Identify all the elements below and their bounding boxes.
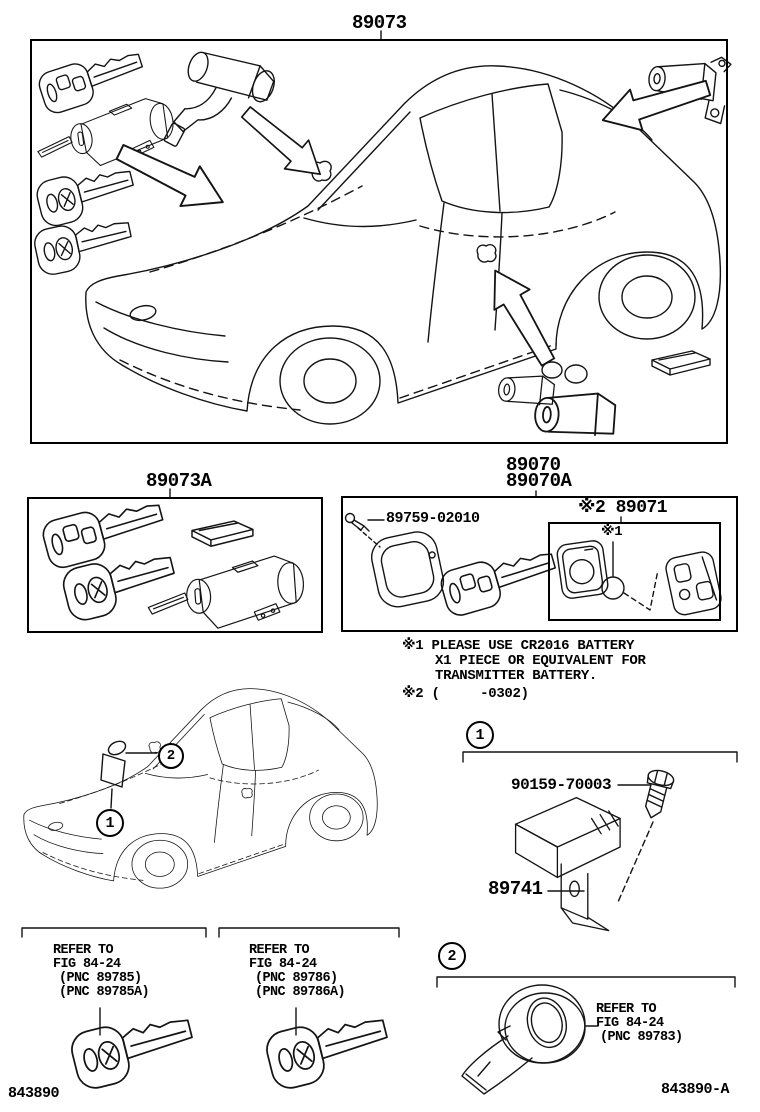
refer-text: FIG 84-24 (596, 1016, 664, 1031)
main-figure-box (30, 39, 728, 444)
refer-text: FIG 84-24 (53, 957, 121, 972)
receiver-section-callout: 1 (466, 721, 494, 749)
note-line-3: TRANSMITTER BATTERY. (435, 668, 598, 684)
battery-marker-label: ※1 (601, 524, 623, 540)
section-bracket (463, 752, 737, 762)
refer-text: (PNC 89786) (255, 971, 338, 986)
bolt-dashed-line (618, 822, 653, 902)
bolt-icon (638, 768, 675, 821)
receiver-module-icon (516, 798, 621, 931)
part-number-89071: ※2 89071 (578, 498, 668, 518)
key-set-box (27, 497, 323, 633)
refer-text: REFER TO (53, 943, 114, 958)
refer-text: (PNC 89786A) (255, 985, 346, 1000)
refer-text: FIG 84-24 (249, 957, 317, 972)
plain-key-icon (263, 1007, 393, 1092)
part-number-89070: 89070 (506, 454, 561, 476)
transmitter-inner-box (548, 522, 721, 621)
part-number-89741: 89741 (488, 878, 543, 900)
refer-text: REFER TO (249, 943, 310, 958)
refer-bracket (22, 928, 206, 937)
vehicle-callout-1: 1 (96, 809, 124, 837)
refer-text: (PNC 89785) (59, 971, 142, 986)
note-line-1: ※1 PLEASE USE CR2016 BATTERY (402, 638, 635, 654)
figure-code-left: 843890 (8, 1085, 60, 1102)
refer-bracket (219, 928, 399, 937)
part-number-89759-02010: 89759-02010 (386, 510, 480, 527)
part-number-89073: 89073 (352, 12, 407, 34)
note-line-4: ※2 ( -0302) (402, 686, 529, 702)
refer-text: REFER TO (596, 1002, 657, 1017)
vehicle-callout-2: 2 (158, 743, 184, 769)
car-detail-parts (101, 739, 157, 808)
refer-text: (PNC 89783) (600, 1030, 683, 1045)
part-number-89070A: 89070A (506, 470, 572, 492)
immobilizer-section-callout: 2 (438, 942, 466, 970)
note-line-2: X1 PIECE OR EQUIVALENT FOR (435, 653, 646, 669)
part-number-89073A: 89073A (146, 470, 212, 492)
plain-key-icon (68, 1007, 198, 1092)
part-number-90159-70003: 90159-70003 (511, 776, 612, 794)
immobilizer-ring-icon (462, 985, 598, 1094)
figure-code-right: 843890-A (661, 1081, 730, 1098)
car-illustration-detail (24, 689, 377, 888)
refer-text: (PNC 89785A) (59, 985, 150, 1000)
section-bracket (437, 977, 735, 987)
